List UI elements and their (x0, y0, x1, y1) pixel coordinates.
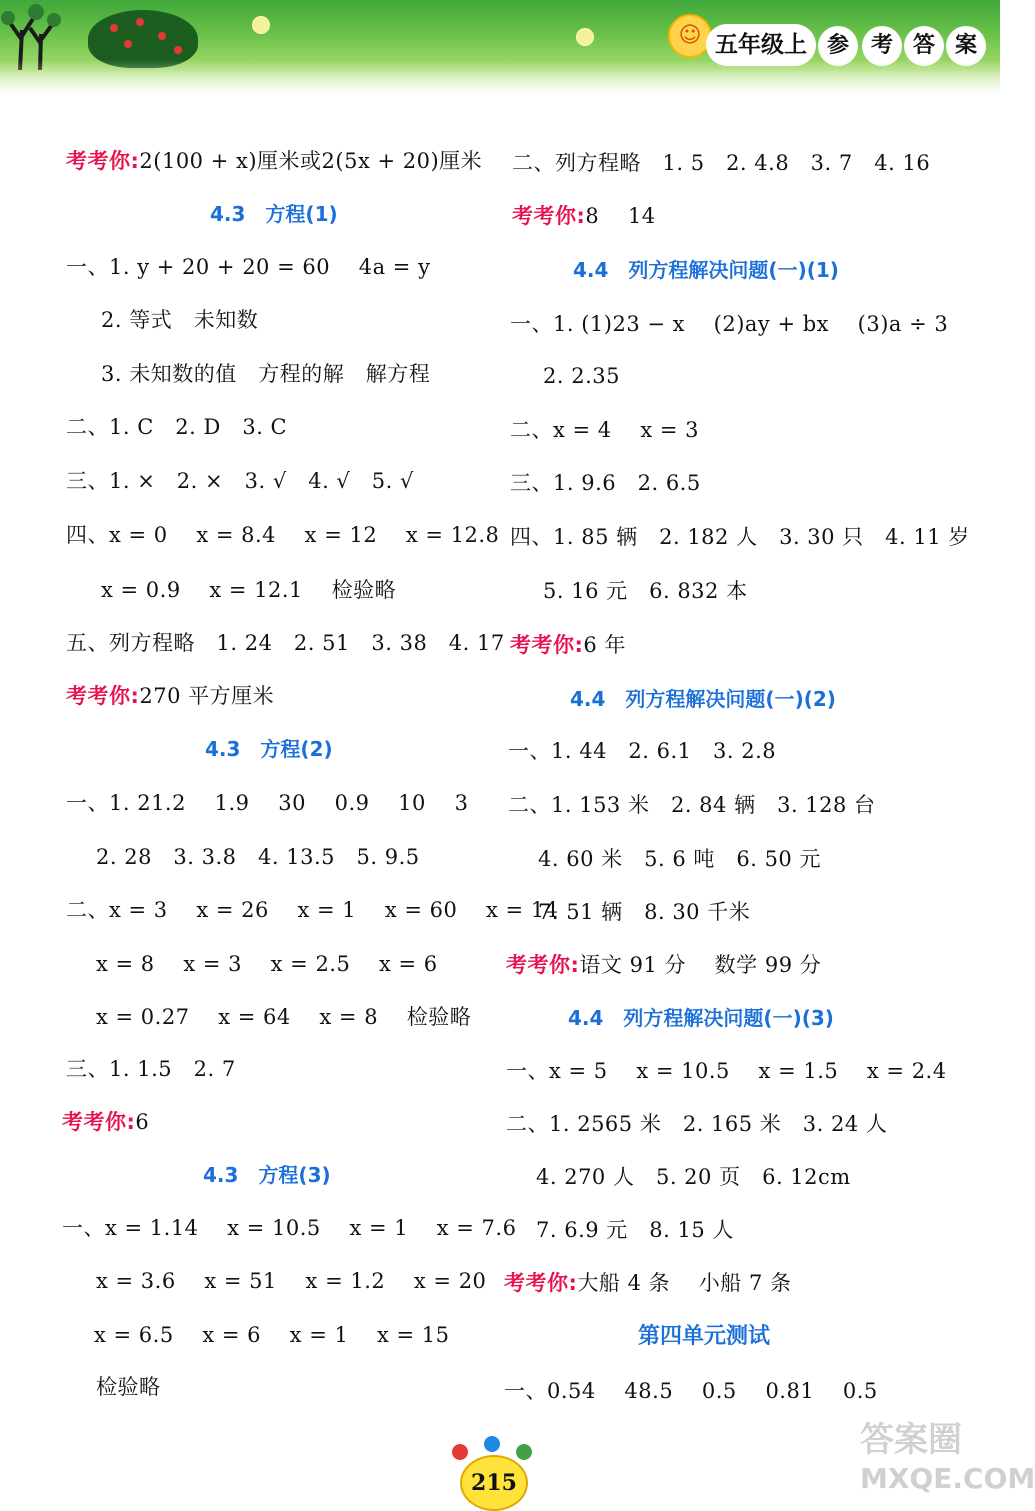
answer-line: 5. 16 元 6. 832 本 (543, 579, 748, 603)
quiz-you-line: 考考你:大船 4 条 小船 7 条 (504, 1271, 792, 1295)
answer-line: 一、x = 1.14 x = 10.5 x = 1 x = 7.6 (62, 1216, 517, 1240)
section-heading: 4.3 方程(3) (203, 1163, 331, 1187)
answer-line: x = 0.27 x = 64 x = 8 检验略 (96, 1005, 472, 1029)
answer-line: 一、1. (1)23 − x (2)ay + bx (3)a ÷ 3 (510, 312, 949, 336)
answer-line: x = 0.9 x = 12.1 检验略 (101, 578, 397, 602)
section-heading: 4.3 方程(1) (210, 202, 338, 226)
quiz-you-line: 考考你:2(100 + x)厘米或2(5x + 20)厘米 (66, 149, 483, 173)
answer-line: 三、1. 1.5 2. 7 (66, 1057, 236, 1081)
answer-line: 2. 28 3. 3.8 4. 13.5 5. 9.5 (96, 845, 420, 869)
answer-line: 四、x = 0 x = 8.4 x = 12 x = 12.8 (66, 523, 500, 547)
answer-line: 二、列方程略 1. 5 2. 4.8 3. 7 4. 16 (512, 151, 931, 175)
balloon-icon (452, 1444, 468, 1460)
answer-line: 二、x = 4 x = 3 (510, 418, 699, 442)
quiz-you-line: 考考你:270 平方厘米 (66, 684, 275, 708)
dandelion-icon (252, 16, 270, 34)
answer-line: 2. 2.35 (543, 364, 620, 388)
answer-line: 五、列方程略 1. 24 2. 51 3. 38 4. 17 (66, 631, 505, 655)
smiley-sun-icon: ☺ (668, 14, 712, 58)
dandelion-icon (576, 28, 594, 46)
answer-line: 一、x = 5 x = 10.5 x = 1.5 x = 2.4 (506, 1059, 947, 1083)
section-heading: 4.3 方程(2) (205, 737, 333, 761)
answer-line: 三、1. 9.6 2. 6.5 (510, 471, 701, 495)
section-heading: 4.4 列方程解决问题(一)(1) (573, 258, 839, 282)
answer-line: 二、1. C 2. D 3. C (66, 415, 288, 439)
answer-line: 一、1. 44 2. 6.1 3. 2.8 (508, 739, 777, 763)
answer-line: 二、1. 153 米 2. 84 辆 3. 128 台 (508, 793, 876, 817)
answer-line: 三、1. × 2. × 3. √ 4. √ 5. √ (66, 469, 414, 493)
answer-line: 二、1. 2565 米 2. 165 米 3. 24 人 (506, 1112, 888, 1136)
answer-line: 一、1. y + 20 + 20 = 60 4a = y (66, 255, 431, 279)
answer-line: x = 3.6 x = 51 x = 1.2 x = 20 (96, 1269, 487, 1293)
quiz-you-line: 考考你:8 14 (512, 204, 656, 228)
answer-line: 7. 6.9 元 8. 15 人 (536, 1218, 734, 1242)
balloon-icon (516, 1444, 532, 1460)
answer-line: 3. 未知数的值 方程的解 解方程 (101, 362, 431, 386)
watermark-logo: 答案圈 (860, 1420, 962, 1460)
title-char: 参 (818, 26, 858, 66)
balloon-icon (484, 1436, 500, 1452)
title-char: 考 (862, 26, 902, 66)
answer-line: 二、x = 3 x = 26 x = 1 x = 60 x = 14 (66, 898, 559, 922)
quiz-you-line: 考考你:语文 91 分 数学 99 分 (506, 953, 822, 977)
section-heading: 4.4 列方程解决问题(一)(3) (568, 1006, 834, 1030)
unit-test-heading: 第四单元测试 (638, 1324, 771, 1349)
answer-line: x = 6.5 x = 6 x = 1 x = 15 (94, 1323, 450, 1347)
answer-line: 4. 60 米 5. 6 吨 6. 50 元 (538, 847, 821, 871)
answer-line: 一、0.54 48.5 0.5 0.81 0.5 (504, 1379, 878, 1403)
answer-line: 2. 等式 未知数 (101, 308, 259, 332)
answer-line: 四、1. 85 辆 2. 182 人 3. 30 只 4. 11 岁 (510, 525, 970, 549)
answer-line: 4. 270 人 5. 20 页 6. 12cm (536, 1165, 851, 1189)
answer-line: 检验略 (96, 1375, 161, 1399)
answer-line: 7. 51 辆 8. 30 千米 (538, 900, 751, 924)
section-heading: 4.4 列方程解决问题(一)(2) (570, 687, 836, 711)
quiz-you-line: 考考你:6 (62, 1110, 150, 1134)
page-number: 215 (460, 1455, 528, 1511)
header-banner (0, 0, 1000, 100)
quiz-you-line: 考考你:6 年 (510, 633, 626, 657)
title-char: 答 (904, 26, 944, 66)
answer-line: x = 8 x = 3 x = 2.5 x = 6 (96, 952, 438, 976)
title-char: 案 (946, 26, 986, 66)
answer-line: 一、1. 21.2 1.9 30 0.9 10 3 (66, 791, 469, 815)
grade-label: 五年级上 (706, 24, 816, 66)
watermark-url: MXQE.COM (860, 1462, 1035, 1495)
